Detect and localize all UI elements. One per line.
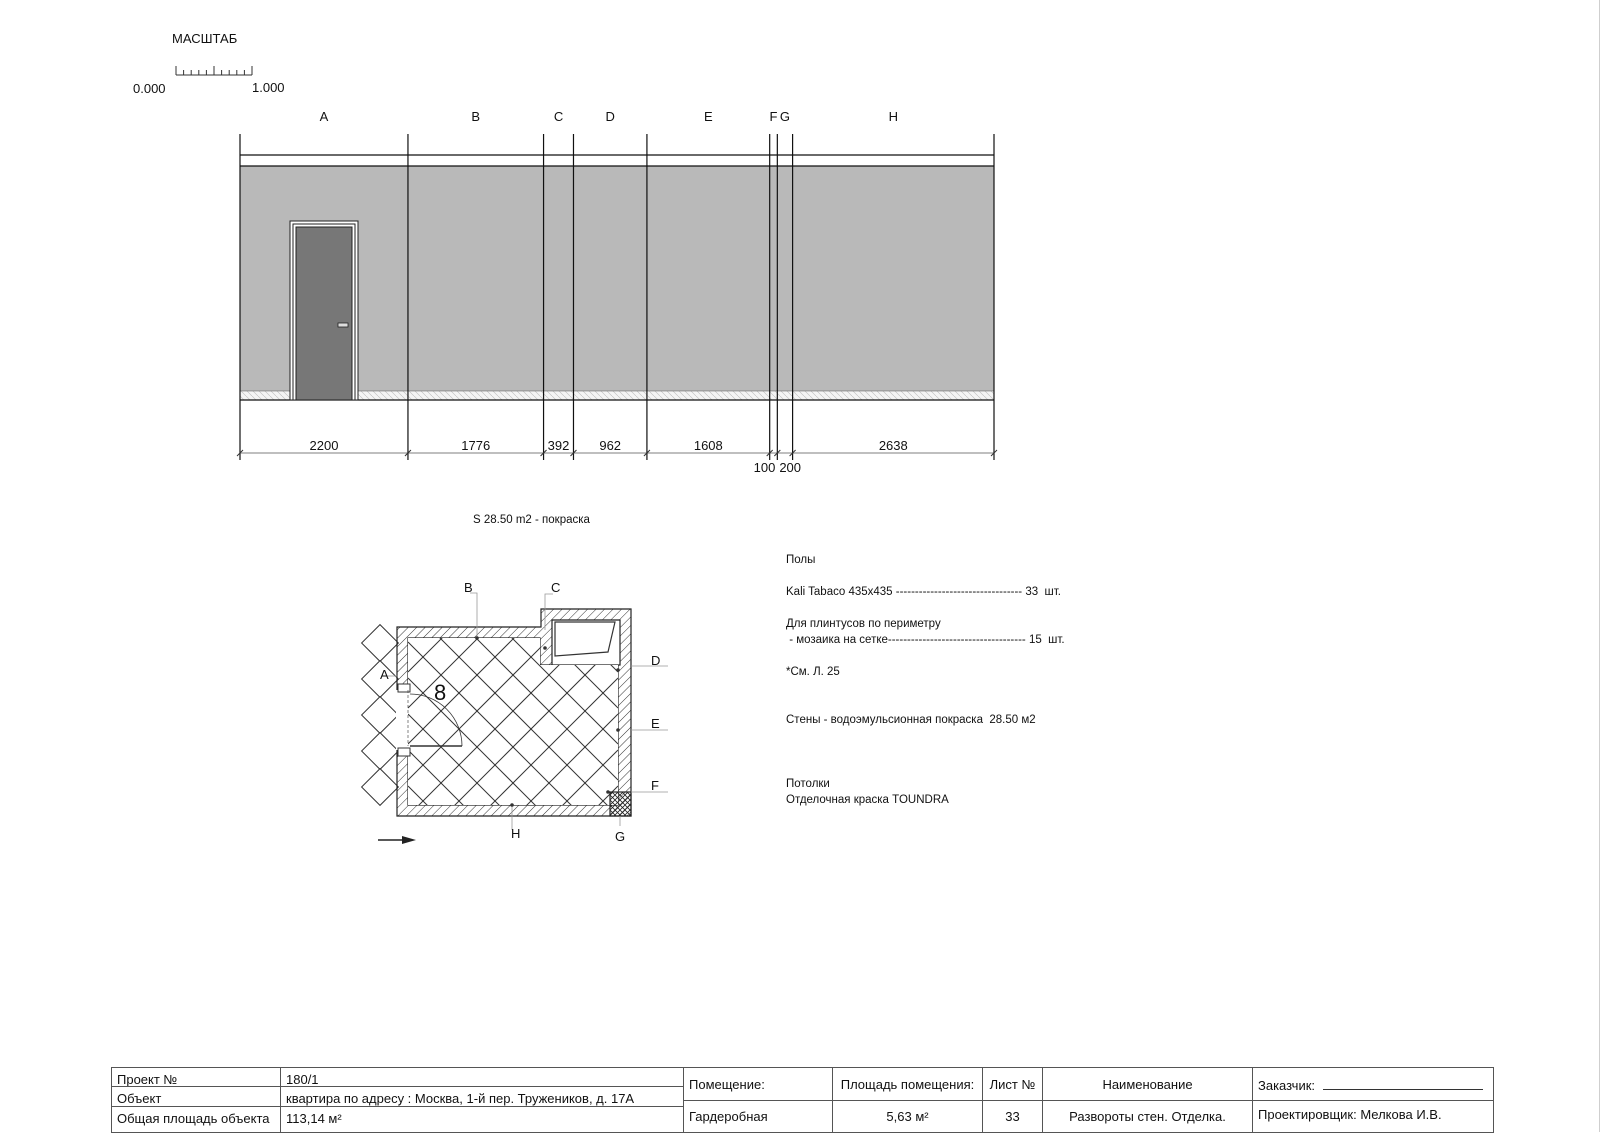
plan-label-a: A	[380, 667, 389, 682]
plan-label-b: B	[464, 580, 473, 595]
elevation-dimension-b: 1776	[461, 438, 491, 453]
note-line	[786, 600, 1065, 616]
note-line: *См. Л. 25	[786, 666, 840, 678]
project-label: Проект №	[112, 1068, 281, 1087]
elevation-dimension-f: 100	[753, 460, 776, 475]
note-line: - мозаика на сетке------------------------------------ 15 шт.	[786, 634, 1065, 646]
object-value: квартира по адресу : Москва, 1-й пер. Тружеников, д. 17А	[281, 1087, 684, 1107]
drawing-name-value: Развороты стен. Отделка.	[1043, 1101, 1253, 1133]
plan-label-e: E	[651, 716, 660, 731]
scale-min: 0.000	[133, 81, 166, 96]
plan-label-c: C	[551, 580, 561, 595]
area-note: S 28.50 m2 - покраска	[473, 514, 590, 526]
total-area-value: 113,14 м²	[281, 1107, 684, 1133]
customer-signature-line	[1323, 1077, 1483, 1090]
elevation-dimension-c: 392	[547, 438, 570, 453]
scale-title: МАСШТАБ	[172, 31, 238, 46]
note-line	[786, 760, 1065, 776]
note-line: Отделочная краска TOUNDRA	[786, 794, 949, 806]
elevation-label-f: F	[769, 109, 778, 124]
sheet-label: Лист №	[983, 1068, 1043, 1101]
elevation-label-h: H	[888, 109, 898, 124]
room-area-label: Площадь помещения:	[833, 1068, 983, 1101]
note-line	[786, 728, 1065, 744]
plan-label-h: H	[511, 826, 521, 841]
plan-label-f: F	[651, 778, 659, 793]
plan-label-g: G	[615, 829, 626, 844]
door-elevation	[290, 221, 358, 400]
scale-max: 1.000	[252, 80, 285, 95]
door-opening	[396, 690, 408, 750]
note-line	[786, 696, 1065, 712]
note-line: Для плинтусов по периметру	[786, 618, 941, 630]
drawing-name-label: Наименование	[1043, 1068, 1253, 1101]
niche-cabinet	[555, 622, 615, 656]
room-label: Помещение:	[684, 1068, 833, 1101]
elevation-label-d: D	[605, 109, 615, 124]
customer-label: Заказчик:	[1258, 1078, 1316, 1093]
elevation-dimension-h: 2638	[878, 438, 908, 453]
note-line	[786, 680, 1065, 696]
note-line: Полы	[786, 554, 816, 566]
note-line: Kali Tabaco 435x435 --------------------------------- 33 шт.	[786, 586, 1061, 598]
note-line: Стены - водоэмульсионная покраска 28.50 м2	[786, 714, 1036, 726]
note-line	[786, 744, 1065, 760]
room-value: Гардеробная	[684, 1101, 833, 1133]
customer-field	[1253, 1068, 1494, 1101]
elevation-dimension-a: 2200	[309, 438, 339, 453]
designer-value: Проектировщик: Мелкова И.В.	[1253, 1101, 1494, 1133]
note-line: Потолки	[786, 778, 830, 790]
note-line	[786, 568, 1065, 584]
view-direction-arrow	[378, 836, 416, 844]
title-block	[111, 1067, 1494, 1133]
project-value: 180/1	[281, 1068, 684, 1087]
object-label: Объект	[112, 1087, 281, 1107]
total-area-label: Общая площадь объекта	[112, 1107, 281, 1133]
elevation-dimension-e: 1608	[693, 438, 723, 453]
note-line	[786, 648, 1065, 664]
elevation-label-g: G	[779, 109, 791, 124]
elevation-label-b: B	[471, 109, 481, 124]
elevation-label-c: C	[553, 109, 564, 124]
wall-elevation	[237, 109, 997, 475]
room-area-value: 5,63 м²	[833, 1101, 983, 1133]
finishing-notes	[786, 552, 1065, 808]
elevation-label-a: A	[319, 109, 329, 124]
threshold-tiles	[362, 625, 399, 806]
elevation-dimension-d: 962	[599, 438, 622, 453]
scale-bar	[133, 31, 285, 96]
corner-column	[610, 792, 631, 816]
room-number: 8	[434, 680, 447, 705]
sheet-value: 33	[983, 1101, 1043, 1133]
elevation-dimension-g: 200	[779, 460, 802, 475]
plan-label-d: D	[651, 653, 661, 668]
elevation-label-e: E	[703, 109, 713, 124]
